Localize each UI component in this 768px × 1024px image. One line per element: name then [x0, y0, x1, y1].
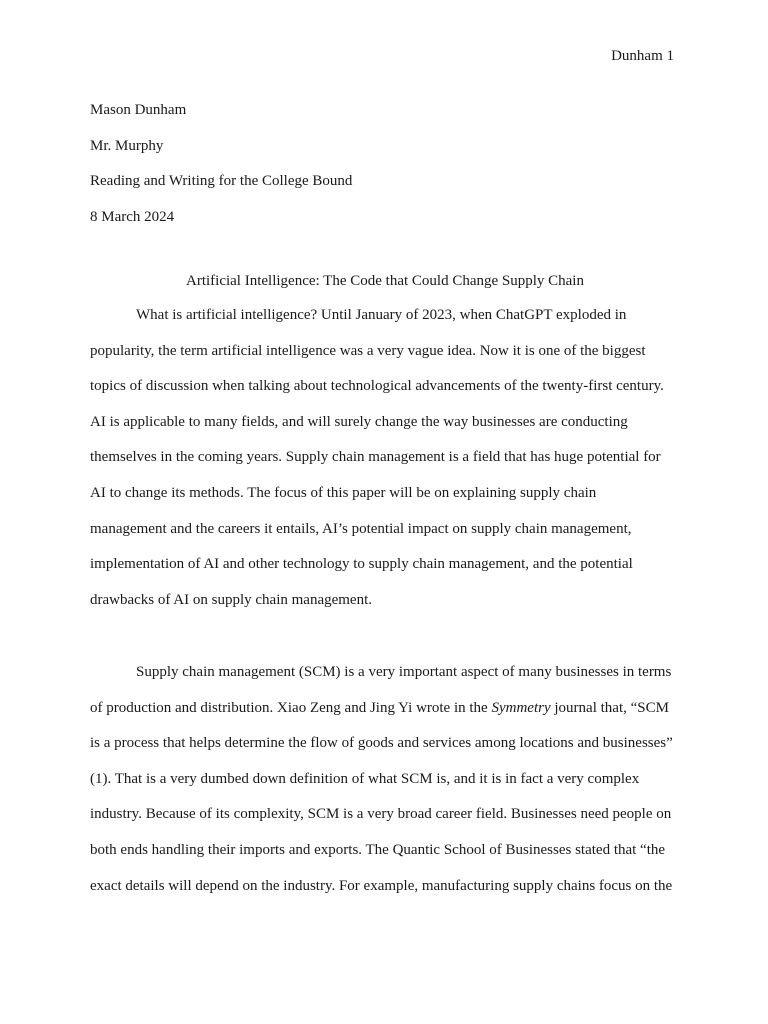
paragraph-line: (1). That is a very dumbed down definition of what SCM is, and it is in fact a very complex	[90, 770, 640, 787]
paragraph-line: implementation of AI and other technology to supply chain management, and the potential	[90, 556, 633, 573]
mla-heading	[90, 93, 680, 235]
paragraph-line-with-italic	[90, 691, 680, 727]
author-name: Mason Dunham	[90, 102, 187, 118]
instructor-name: Mr. Murphy	[90, 137, 164, 154]
text-run: journal that, “SCM	[550, 699, 669, 716]
paragraph-line: AI is applicable to many fields, and will surely change the way businesses are conducting	[90, 413, 628, 430]
date-line: 8 March 2024	[90, 208, 175, 225]
paragraph-line: topics of discussion when talking about technological advancements of the twenty-first century.	[90, 378, 664, 395]
paragraph-intro	[90, 298, 680, 618]
paragraph-line: industry. Because of its complexity, SCM is a very broad career field. Businesses need people on	[90, 806, 672, 823]
paragraph-line: drawbacks of AI on supply chain management.	[90, 591, 373, 608]
paragraph-line: AI to change its methods. The focus of this paper will be on explaining supply chain	[90, 484, 597, 501]
paragraph-line: What is artificial intelligence? Until January of 2023, when ChatGPT exploded in	[136, 307, 627, 323]
paragraph-line: themselves in the coming years. Supply chain management is a field that has huge potential for	[90, 449, 661, 466]
paragraph-line: popularity, the term artificial intelligence was a very vague idea. Now it is one of the biggest	[90, 342, 646, 359]
paper-title: Artificial Intelligence: The Code that Could Change Supply Chain	[186, 273, 584, 289]
course-name: Reading and Writing for the College Bound	[90, 173, 353, 189]
running-header-page-number: Dunham 1	[611, 48, 674, 64]
text-run: of production and distribution. Xiao Zeng and Jing Yi wrote in the	[90, 699, 492, 716]
paragraph-line: Supply chain management (SCM) is a very important aspect of many businesses in terms	[136, 664, 672, 680]
paragraph-line: is a process that helps determine the flow of goods and services among locations and businesses”	[90, 735, 673, 752]
paragraph-line: exact details will depend on the industry. For example, manufacturing supply chains focus on the	[90, 877, 673, 894]
paragraph-line: both ends handling their imports and exports. The Quantic School of Businesses stated that “the	[90, 841, 666, 858]
journal-title-italic: Symmetry	[491, 699, 551, 716]
paragraph-line: management and the careers it entails, AI’s potential impact on supply chain management,	[90, 520, 632, 537]
paragraph-scm	[90, 655, 680, 904]
